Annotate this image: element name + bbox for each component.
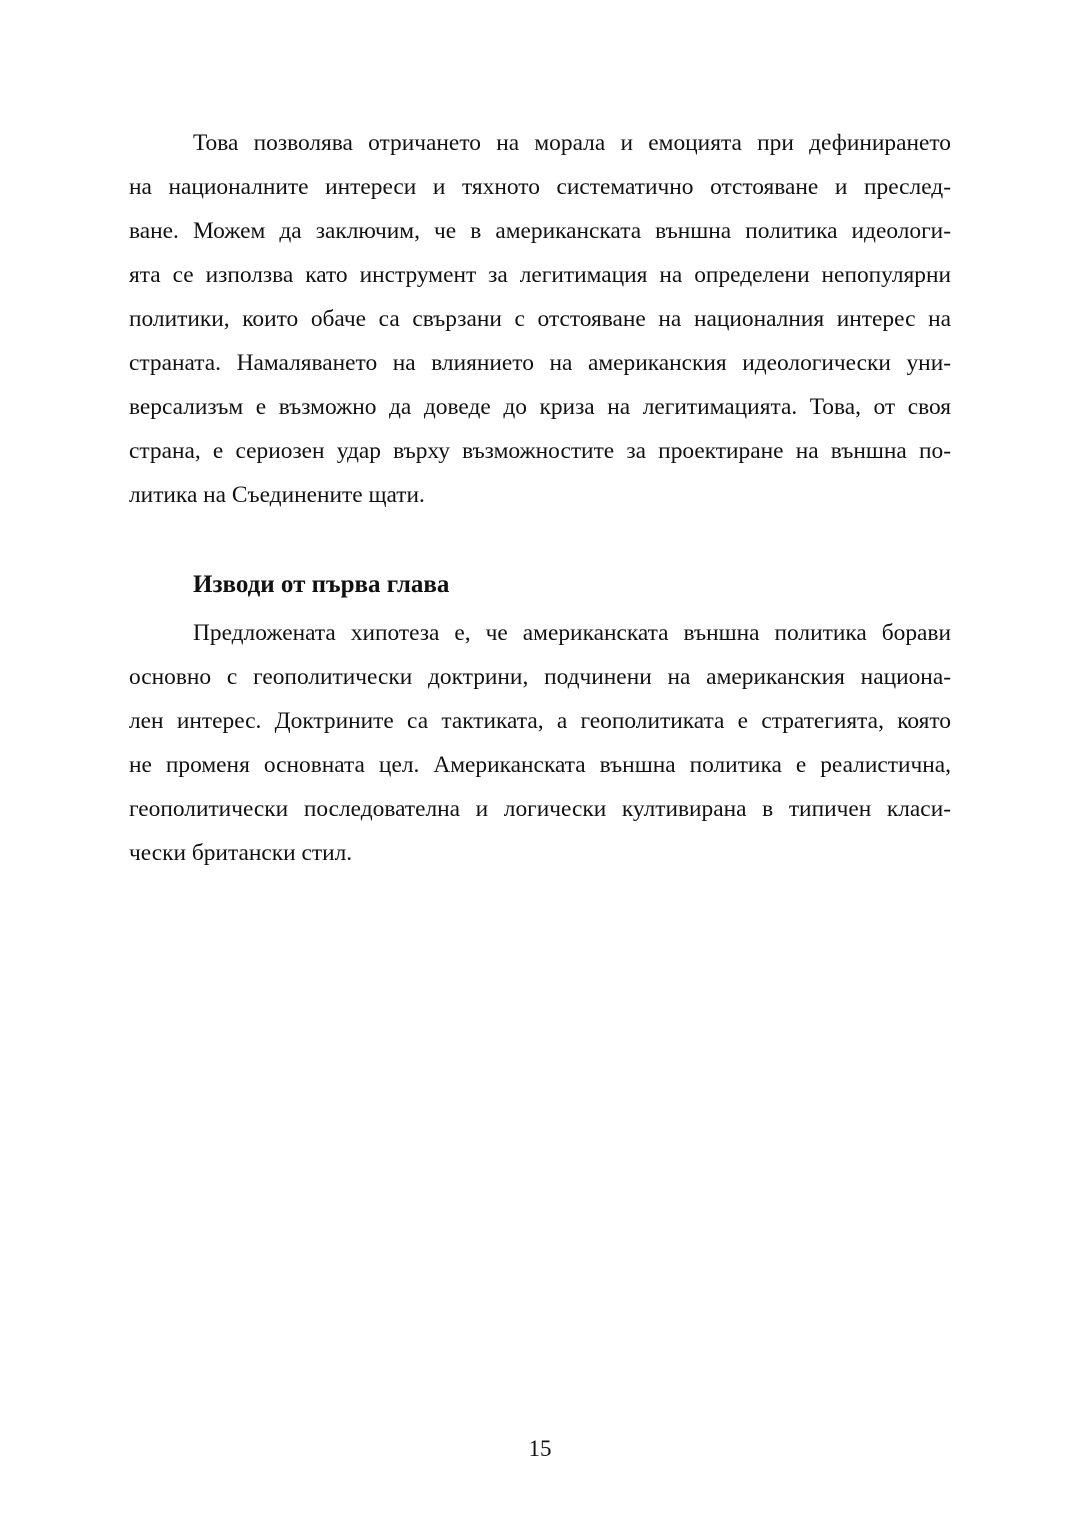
section-heading: Изводи от първа глава xyxy=(193,571,450,598)
paragraph-1-line-2: на националните интереси и тяхното систематично отстояване и преслед- xyxy=(129,174,951,200)
paragraph-2-line-2: основно с геополитически доктрини, подчинени на американския национа- xyxy=(129,664,951,690)
page-number: 15 xyxy=(528,1436,552,1461)
paragraph-1-line-8: страна, е сериозен удар върху възможностите за проектиране на външна по- xyxy=(129,438,951,464)
paragraph-1-line-1: Това позволява отричането на морала и емоцията при дефинирането xyxy=(193,130,951,156)
paragraph-1-line-5: политики, които обаче са свързани с отстояване на националния интерес на xyxy=(129,306,951,332)
paragraph-1-line-9: литика на Съединените щати. xyxy=(129,482,425,508)
paragraph-2-line-5: геополитически последователна и логически култивирана в типичен класи- xyxy=(129,796,951,822)
paragraph-2-line-3: лен интерес. Доктрините са тактиката, а геополитиката е стратегията, която xyxy=(129,708,951,734)
paragraph-2-line-6: чески британски стил. xyxy=(129,840,353,866)
paragraph-2-line-4: не променя основната цел. Американската външна политика е реалистична, xyxy=(129,752,951,778)
paragraph-1-line-6: страната. Намаляването на влиянието на американския идеологически уни- xyxy=(129,350,951,376)
paragraph-1-line-3: ване. Можем да заключим, че в американската външна политика идеологи- xyxy=(129,218,951,244)
paragraph-2-line-1: Предложената хипотеза е, че американската външна политика борави xyxy=(193,620,951,646)
paragraph-1-line-4: ята се използва като инструмент за легитимация на определени непопулярни xyxy=(129,262,951,288)
paragraph-1-line-7: версализъм е възможно да доведе до криза на легитимацията. Това, от своя xyxy=(129,394,951,420)
